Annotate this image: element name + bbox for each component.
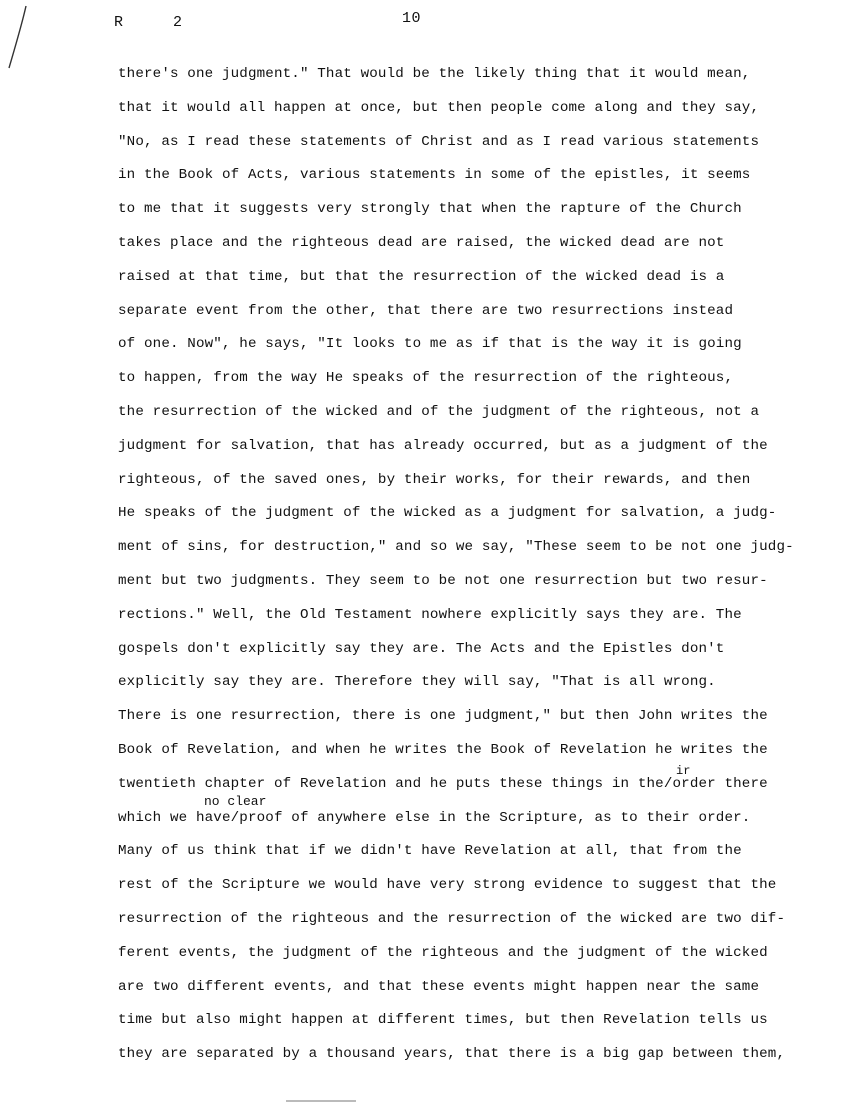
interlinear-insertion-ir: ir bbox=[676, 764, 691, 778]
text-line: which we have/proof of anywhere else in the Scripture, as to their order. bbox=[118, 809, 751, 826]
text-line: resurrection of the righteous and the resurrection of the wicked are two dif- bbox=[118, 910, 786, 927]
text-line: of one. Now", he says, "It looks to me as if that is the way it is going bbox=[118, 336, 742, 353]
body-text bbox=[118, 62, 798, 1076]
text-line: ment of sins, for destruction," and so we say, "These seem to be not one judg- bbox=[118, 539, 794, 556]
text-line: gospels don't explicitly say they are. The Acts and the Epistles don't bbox=[118, 640, 725, 657]
page-number: 10 bbox=[402, 10, 422, 27]
text-line: rections." Well, the Old Testament nowhere explicitly says they are. The bbox=[118, 606, 742, 623]
header-left-label: R bbox=[114, 14, 124, 31]
bottom-edge-mark bbox=[286, 1100, 356, 1102]
interlinear-insertion-no-clear: no clear bbox=[204, 794, 267, 809]
text-line: in the Book of Acts, various statements in some of the epistles, it seems bbox=[118, 167, 751, 184]
header-section-number: 2 bbox=[173, 14, 183, 31]
text-line: judgment for salvation, that has already occurred, but as a judgment of the bbox=[118, 437, 768, 454]
text-line: to happen, from the way He speaks of the resurrection of the righteous, bbox=[118, 370, 734, 387]
text-line: Book of Revelation, and when he writes the Book of Revelation he writes the bbox=[118, 741, 768, 758]
text-line: separate event from the other, that there are two resurrections instead bbox=[118, 302, 734, 319]
text-line: that it would all happen at once, but then people come along and they say, bbox=[118, 99, 760, 116]
text-line: takes place and the righteous dead are raised, the wicked dead are not bbox=[118, 234, 725, 251]
pen-stroke-mark bbox=[6, 4, 30, 70]
text-line: Many of us think that if we didn't have Revelation at all, that from the bbox=[118, 843, 742, 860]
text-line: are two different events, and that these events might happen near the same bbox=[118, 978, 760, 995]
text-line: He speaks of the judgment of the wicked as a judgment for salvation, a judg- bbox=[118, 505, 777, 522]
text-line: righteous, of the saved ones, by their works, for their rewards, and then bbox=[118, 471, 751, 488]
text-line: explicitly say they are. Therefore they will say, "That is all wrong. bbox=[118, 674, 716, 691]
text-line: there's one judgment." That would be the likely thing that it would mean, bbox=[118, 66, 751, 82]
text-line: rest of the Scripture we would have very strong evidence to suggest that the bbox=[118, 877, 777, 894]
text-line: they are separated by a thousand years, that there is a big gap between them, bbox=[118, 1046, 786, 1063]
text-line: raised at that time, but that the resurrection of the wicked dead is a bbox=[118, 268, 725, 285]
text-line: time but also might happen at different times, but then Revelation tells us bbox=[118, 1012, 768, 1029]
text-line: to me that it suggests very strongly that when the rapture of the Church bbox=[118, 201, 742, 218]
text-line: ment but two judgments. They seem to be not one resurrection but two resur- bbox=[118, 572, 768, 589]
text-line: There is one resurrection, there is one judgment," but then John writes the bbox=[118, 708, 768, 725]
text-line: "No, as I read these statements of Christ and as I read various statements bbox=[118, 133, 760, 150]
text-line: the resurrection of the wicked and of the judgment of the righteous, not a bbox=[118, 403, 760, 420]
text-line: ferent events, the judgment of the righteous and the judgment of the wicked bbox=[118, 944, 768, 961]
text-line: twentieth chapter of Revelation and he puts these things in the/order there bbox=[118, 775, 768, 792]
